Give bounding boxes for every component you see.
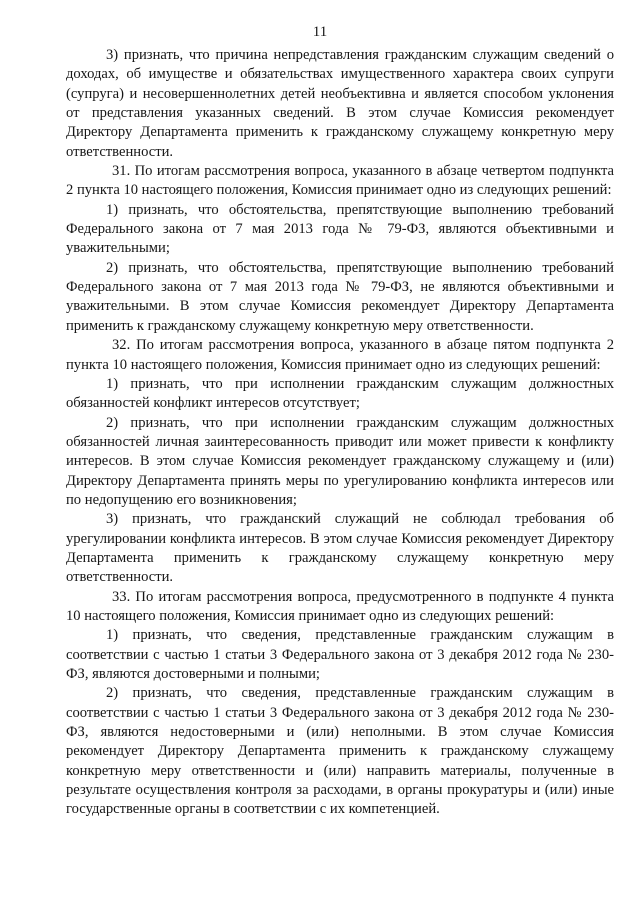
clause-33-intro: 33. По итогам рассмотрения вопроса, предусмотренного в подпункте 4 пункта 10 настоящего положения, Комиссия принимает одно из следующих решений: <box>66 588 614 624</box>
subclause-32-1: 1) признать, что при исполнении гражданским служащим должностных обязанностей конфликт интересов отсутствует; <box>66 375 614 412</box>
subclause-32-2: 2) признать, что при исполнении гражданским служащим должностных обязанностей личная заинтересованность приводит или может привести к конфликту интересов. В этом случае Комиссия рекомендует гражданскому служащему и (или) Директору Департамента принять меры по урегулированию конфликта интересов или по недопущению его возникновения; <box>66 414 614 508</box>
subclause-33-1: 1) признать, что сведения, представленные гражданским служащим в соответствии с частью 1 статьи 3 Федерального закона от 3 декабря 2012 года № 230-ФЗ, являются достоверными и полными; <box>66 627 614 682</box>
document-body <box>66 46 614 820</box>
subclause-31-1: 1) признать, что обстоятельства, препятствующие выполнению требований Федерального закона от 7 мая 2013 года № 79-ФЗ, являются объективными и уважительными; <box>66 201 614 257</box>
clause-31-intro: 31. По итогам рассмотрения вопроса, указанного в абзаце четвертом подпункта 2 пункта 10 настоящего положения, Комиссия принимает одно из следующих решений: <box>66 163 614 199</box>
subclause-33-2: 2) признать, что сведения, представленные гражданским служащим в соответствии с частью 1 статьи 3 Федерального закона от 3 декабря 2012 года № 230-ФЗ, являются недостоверными и (или) неполными. В этом случае Комиссия рекомендует Директору Департамента применить к гражданскому служащему конкретную меру ответственности и (или) направить материалы, полученные в результате осуществления контроля за расходами, в органы прокуратуры и (или) иные государственные органы в соответствии с их компетенцией. <box>66 685 614 818</box>
page-number: 11 <box>312 24 328 40</box>
subclause-30-3: 3) признать, что причина непредставления гражданским служащим сведений о доходах, об имуществе и обязательствах имущественного характера своих супруги (супруга) и несовершеннолетних детей необъективна и является способом уклонения от представления указанных сведений. В этом случае Комиссия рекомендует Директору Департамента применить к гражданскому служащему конкретную меру ответственности. <box>66 47 614 160</box>
subclause-32-3: 3) признать, что гражданский служащий не соблюдал требования об урегулировании конфликта интересов. В этом случае Комиссия рекомендует Директору Департамента применить к гражданскому служащему конкретную меру ответственности. <box>66 511 614 586</box>
subclause-31-2: 2) признать, что обстоятельства, препятствующие выполнению требований Федерального закона от 7 мая 2013 года № 79-ФЗ, не являются объективными и уважительными. В этом случае Комиссия рекомендует Директору Департамента применить к гражданскому служащему конкретную меру ответственности. <box>66 259 614 334</box>
clause-32-intro: 32. По итогам рассмотрения вопроса, указанного в абзаце пятом подпункта 2 пункта 10 настоящего положения, Комиссия принимает одно из следующих решений: <box>66 337 614 373</box>
